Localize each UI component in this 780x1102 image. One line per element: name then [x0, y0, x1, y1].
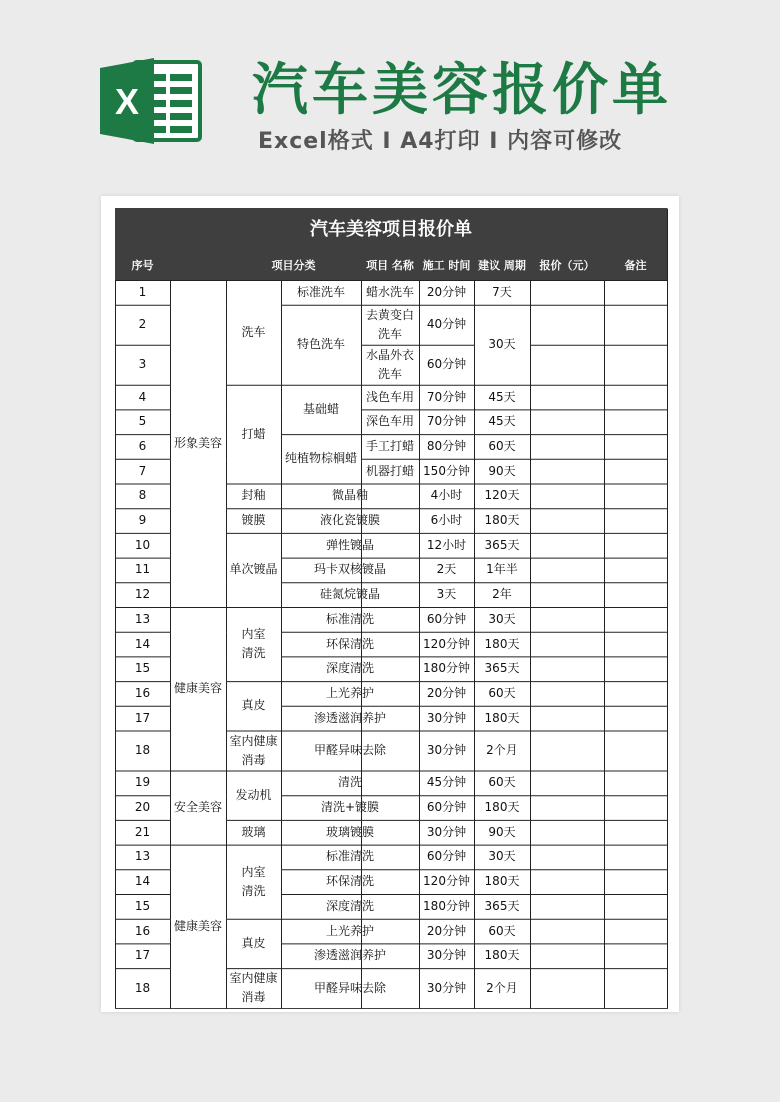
row-price — [530, 820, 604, 845]
row-note — [604, 385, 667, 410]
row-time: 6小时 — [430, 513, 463, 528]
row-item: 液化瓷镀膜 — [319, 513, 380, 528]
category-level2: 洗车 — [241, 324, 266, 339]
category-level2: 镀膜 — [241, 513, 266, 528]
row-price — [530, 484, 604, 509]
row-time: 20分钟 — [426, 284, 467, 299]
row-time: 4小时 — [430, 488, 463, 503]
row-no: 13 — [134, 849, 151, 864]
row-price — [530, 681, 604, 706]
row-item: 微晶釉 — [331, 488, 368, 503]
row-period: 180天 — [484, 800, 520, 815]
row-price — [530, 731, 604, 771]
category-level2: 真皮 — [241, 935, 266, 950]
row-item: 弹性镀晶 — [325, 537, 374, 552]
row-note — [604, 582, 667, 607]
category-level1: 安全美容 — [173, 800, 222, 815]
row-period: 180天 — [484, 513, 520, 528]
category-level2: 真皮 — [241, 698, 266, 713]
row-item: 标准清洗 — [325, 611, 374, 626]
row-item: 清洗 — [337, 775, 362, 790]
row-time: 30分钟 — [426, 710, 467, 725]
row-price — [530, 943, 604, 968]
row-period: 2个月 — [486, 743, 518, 757]
row-item: 手工打蜡 — [365, 438, 414, 453]
row-no: 4 — [138, 389, 147, 404]
header-note: 备注 — [624, 258, 647, 272]
row-item: 去黄变白 洗车 — [365, 307, 414, 341]
page-subtitle: Excel格式 I A4打印 I 内容可修改 — [258, 129, 623, 154]
row-item: 环保清洗 — [325, 874, 374, 889]
row-item: 渗透滋润养护 — [313, 710, 386, 725]
row-item: 标准清洗 — [325, 849, 374, 864]
row-note — [604, 795, 667, 820]
row-item: 玻璃镀膜 — [325, 824, 374, 839]
row-price — [530, 409, 604, 434]
row-note — [604, 409, 667, 434]
svg-text:X: X — [114, 81, 140, 122]
row-price — [530, 706, 604, 731]
row-item: 硅氮烷镀晶 — [319, 587, 380, 602]
row-no: 21 — [134, 824, 151, 839]
row-note — [604, 459, 667, 484]
row-no: 9 — [138, 513, 147, 528]
category-level2: 内室 清洗 — [241, 864, 266, 898]
row-no: 1 — [138, 284, 147, 299]
row-note — [604, 533, 667, 558]
row-time: 30分钟 — [426, 980, 467, 995]
row-no: 19 — [134, 775, 151, 790]
banner — [0, 0, 780, 200]
table-title: 汽车美容项目报价单 — [310, 218, 472, 240]
row-no: 2 — [138, 317, 147, 332]
row-period: 365天 — [484, 537, 520, 552]
category-level3: 纯植物棕榈蜡 — [284, 451, 357, 466]
row-period: 180天 — [484, 948, 520, 963]
row-no: 14 — [134, 636, 151, 651]
row-price — [530, 345, 604, 385]
row-note — [604, 771, 667, 796]
header-period: 建议 周期 — [478, 258, 526, 272]
row-price — [530, 771, 604, 796]
row-no: 15 — [134, 661, 151, 676]
header-no: 序号 — [131, 258, 154, 272]
row-price — [530, 385, 604, 410]
row-item: 蜡水洗车 — [365, 284, 414, 299]
row-price — [530, 280, 604, 305]
row-time: 120分钟 — [423, 636, 470, 651]
row-no: 6 — [138, 438, 147, 453]
row-price — [530, 795, 604, 820]
row-price — [530, 533, 604, 558]
row-time: 70分钟 — [426, 389, 467, 404]
row-period: 60天 — [488, 923, 516, 938]
row-no: 16 — [134, 685, 151, 700]
row-time: 30分钟 — [426, 948, 467, 963]
category-level2: 室内健康 消毒 — [229, 971, 278, 1005]
row-price — [530, 632, 604, 657]
row-time: 70分钟 — [426, 414, 467, 429]
row-note — [604, 558, 667, 583]
row-time: 30分钟 — [426, 824, 467, 839]
row-no: 3 — [138, 357, 147, 372]
row-note — [604, 280, 667, 305]
row-note — [604, 943, 667, 968]
row-note — [604, 968, 667, 1008]
header-time: 施工 时间 — [422, 258, 471, 272]
row-no: 18 — [134, 980, 151, 995]
row-time: 120分钟 — [423, 874, 470, 889]
row-period: 45天 — [488, 414, 516, 429]
category-level3: 特色洗车 — [296, 337, 345, 352]
row-time: 180分钟 — [423, 661, 470, 676]
row-item: 上光养护 — [325, 685, 374, 700]
row-item: 机器打蜡 — [365, 463, 414, 478]
row-item: 甲醛异味去除 — [313, 980, 386, 995]
row-price — [530, 894, 604, 919]
row-price — [530, 582, 604, 607]
row-time: 20分钟 — [426, 685, 467, 700]
row-period: 1年半 — [486, 562, 518, 577]
row-note — [604, 484, 667, 509]
page-title: 汽车美容报价单 — [252, 58, 672, 123]
header-category: 项目分类 — [271, 258, 316, 272]
row-no: 17 — [134, 948, 151, 963]
row-price — [530, 656, 604, 681]
row-period: 365天 — [484, 898, 520, 913]
category-level2: 封釉 — [241, 488, 266, 503]
row-time: 12小时 — [426, 537, 467, 552]
row-period: 365天 — [484, 661, 520, 676]
row-note — [604, 656, 667, 681]
category-level2: 发动机 — [235, 787, 272, 802]
row-note — [604, 731, 667, 771]
row-period: 180天 — [484, 874, 520, 889]
row-time: 150分钟 — [423, 463, 470, 478]
category-level3: 标准洗车 — [296, 284, 345, 299]
row-no: 14 — [134, 874, 151, 889]
row-item: 深色车用 — [365, 414, 414, 429]
row-time: 45分钟 — [426, 775, 467, 790]
row-no: 8 — [138, 488, 147, 503]
category-level1: 健康美容 — [173, 918, 222, 933]
row-note — [604, 345, 667, 385]
row-price — [530, 459, 604, 484]
row-note — [604, 681, 667, 706]
category-level2: 玻璃 — [241, 824, 266, 839]
row-time: 2天 — [436, 562, 457, 577]
row-time: 60分钟 — [426, 611, 467, 626]
row-item: 渗透滋润养护 — [313, 948, 386, 963]
row-no: 5 — [138, 414, 147, 429]
excel-logo-icon — [96, 56, 206, 146]
category-level2: 打蜡 — [241, 426, 266, 441]
row-note — [604, 845, 667, 870]
row-note — [604, 508, 667, 533]
row-note — [604, 632, 667, 657]
row-note — [604, 607, 667, 632]
row-time: 30分钟 — [426, 743, 467, 757]
row-time: 60分钟 — [426, 357, 467, 372]
category-level2: 单次镀晶 — [229, 562, 278, 577]
row-no: 12 — [134, 587, 151, 602]
row-period: 180天 — [484, 710, 520, 725]
row-item: 深度清洗 — [325, 898, 374, 913]
row-note — [604, 869, 667, 894]
row-period: 60天 — [488, 685, 516, 700]
row-no: 20 — [134, 800, 151, 815]
row-no: 13 — [134, 611, 151, 626]
row-price — [530, 607, 604, 632]
row-period: 2年 — [492, 587, 512, 602]
row-no: 17 — [134, 710, 151, 725]
row-note — [604, 706, 667, 731]
category-level2: 内室 清洗 — [241, 627, 266, 661]
row-price — [530, 869, 604, 894]
row-period: 30天 — [488, 849, 516, 864]
row-period: 180天 — [484, 636, 520, 651]
row-item: 清洗+镀膜 — [320, 800, 380, 815]
row-period: 90天 — [488, 463, 516, 478]
row-price — [530, 919, 604, 944]
row-note — [604, 434, 667, 459]
row-time: 80分钟 — [426, 438, 467, 453]
row-price — [530, 434, 604, 459]
row-note — [604, 919, 667, 944]
row-period: 2个月 — [486, 980, 518, 995]
row-period: 30天 — [488, 611, 516, 626]
row-no: 11 — [134, 562, 151, 577]
row-note — [604, 894, 667, 919]
row-price — [530, 558, 604, 583]
row-note — [604, 305, 667, 345]
row-price — [530, 968, 604, 1008]
row-period-merged: 30天 — [488, 337, 516, 352]
row-item: 水晶外衣 洗车 — [365, 347, 414, 381]
row-period: 60天 — [488, 775, 516, 790]
category-level3: 基础蜡 — [302, 401, 339, 416]
category-level1: 健康美容 — [173, 681, 222, 696]
row-item: 环保清洗 — [325, 636, 374, 651]
row-price — [530, 845, 604, 870]
row-time: 40分钟 — [426, 317, 467, 332]
row-no: 16 — [134, 923, 151, 938]
row-period: 7天 — [492, 284, 512, 299]
category-level1: 形象美容 — [173, 436, 222, 450]
row-item: 浅色车用 — [365, 389, 414, 404]
row-no: 15 — [134, 898, 151, 913]
row-period: 120天 — [484, 488, 520, 503]
row-period: 60天 — [488, 438, 516, 453]
row-price — [530, 508, 604, 533]
row-item: 玛卡双核镀晶 — [313, 562, 386, 577]
row-item: 上光养护 — [325, 923, 374, 938]
row-time: 60分钟 — [426, 849, 467, 864]
row-time: 60分钟 — [426, 800, 467, 815]
row-note — [604, 820, 667, 845]
row-no: 7 — [138, 463, 147, 478]
row-no: 10 — [134, 537, 151, 552]
row-no: 18 — [134, 743, 151, 757]
row-price — [530, 305, 604, 345]
header-item: 项目 名称 — [366, 258, 414, 272]
quote-sheet — [101, 196, 679, 1012]
row-period: 45天 — [488, 389, 516, 404]
row-time: 3天 — [436, 587, 457, 602]
row-item: 甲醛异味去除 — [313, 743, 386, 757]
category-level2: 室内健康 消毒 — [229, 733, 278, 767]
row-item: 深度清洗 — [325, 661, 374, 676]
header-price: 报价（元） — [539, 258, 595, 272]
row-time: 20分钟 — [426, 923, 467, 938]
row-time: 180分钟 — [423, 898, 470, 913]
row-period: 90天 — [488, 824, 516, 839]
